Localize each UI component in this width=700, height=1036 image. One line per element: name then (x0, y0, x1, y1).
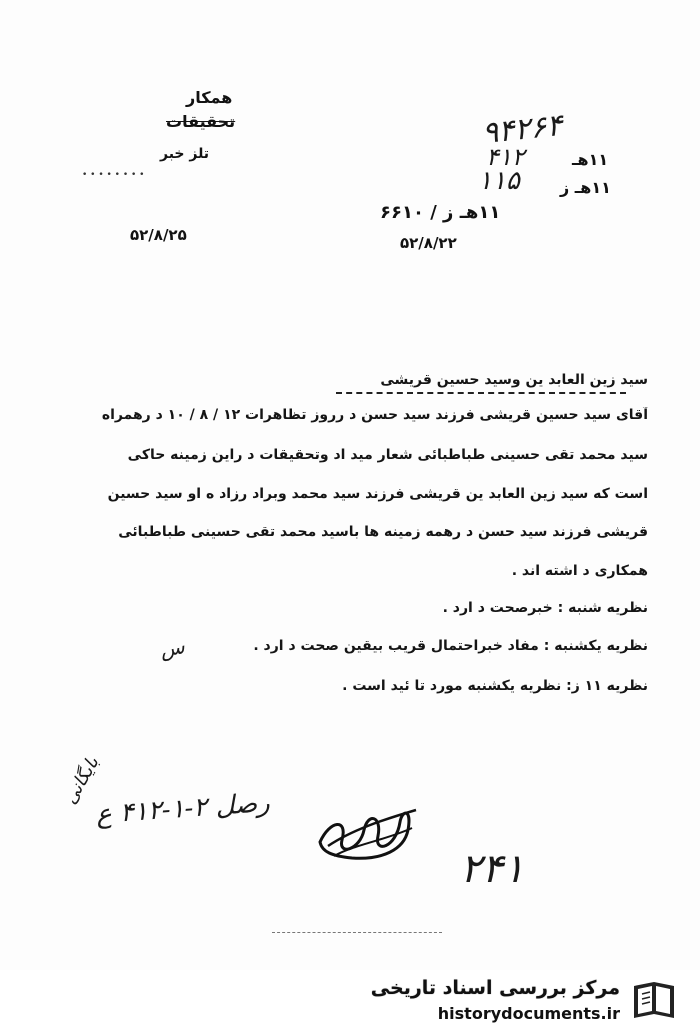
footer-url[interactable]: historydocuments.ir (437, 1004, 620, 1023)
subject-underline (336, 392, 626, 394)
margin-initial-mark: س (158, 634, 187, 662)
opinion-11z: نظریه ۱۱ ز: نظریه یکشنبه مورد تا ئید است . (342, 678, 648, 694)
body-line-2: سید محمد تقی حسینی طباطبائی شعار مید اد وتحقیقات د راین زمینه حاکی (127, 447, 648, 463)
header-left-date: ۵۲/۸/۲۵ (130, 226, 187, 244)
header-right-date: ۵۲/۸/۲۲ (400, 234, 457, 252)
footer-title: مرکز بررسی اسناد تاریخی (370, 977, 620, 999)
header-ref2-label: ۱۱هـ ز (560, 178, 611, 197)
body-line-1: آقای سید حسین قریشی فرزند سید حسن د رروز تظاهرات ۱۲ / ۸ / ۱۰ د رهمراه (101, 407, 648, 423)
signature-scribble (312, 800, 422, 866)
header-ref1-number: ۴۱۲ (486, 143, 525, 171)
header-ref3: ۱۱هـ ز / ۶۶۱۰ (380, 202, 501, 223)
faint-bottom-line (272, 932, 442, 933)
header-research-label: تحقیقات (166, 112, 236, 131)
filing-note: رصل ۲-۱-۴۱۲ ع (95, 787, 271, 831)
page-number: ۲۴۱ (460, 846, 525, 892)
header-news-source-label: تلز خبر (160, 146, 210, 162)
opinion-sunday: نظریه یکشنبه : مفاد خبراحتمال قریب بیقین صحت د ارد . (253, 638, 648, 654)
body-line-3: است که سید زین العابد ین قریشی فرزند سید محمد وبراد رزاد ه او سید حسین (107, 486, 648, 502)
body-line-5: همکاری د اشته اند . (511, 563, 648, 579)
header-colleague-label: همکار (186, 88, 233, 107)
body-line-4: قریشی فرزند سید حسن د رهمه زمینه ها باسید محمد تقی حسینی طباطبائی (118, 524, 648, 540)
book-logo-icon (628, 978, 680, 1024)
header-signature-scrawl: ۹۴۲۶۴ (480, 107, 565, 152)
side-note: بایگانی (59, 753, 104, 808)
opinion-saturday: نظریه شنبه : خبرصحت د ارد . (442, 600, 648, 616)
subject-line: سید زین العابد ین وسید حسین قریشی (380, 372, 648, 388)
header-ref1-label: ۱۱هـ (572, 150, 609, 169)
header-ref2-number: ۱۱۵ (478, 166, 520, 196)
header-dots: • • • • • • • • (82, 170, 145, 180)
